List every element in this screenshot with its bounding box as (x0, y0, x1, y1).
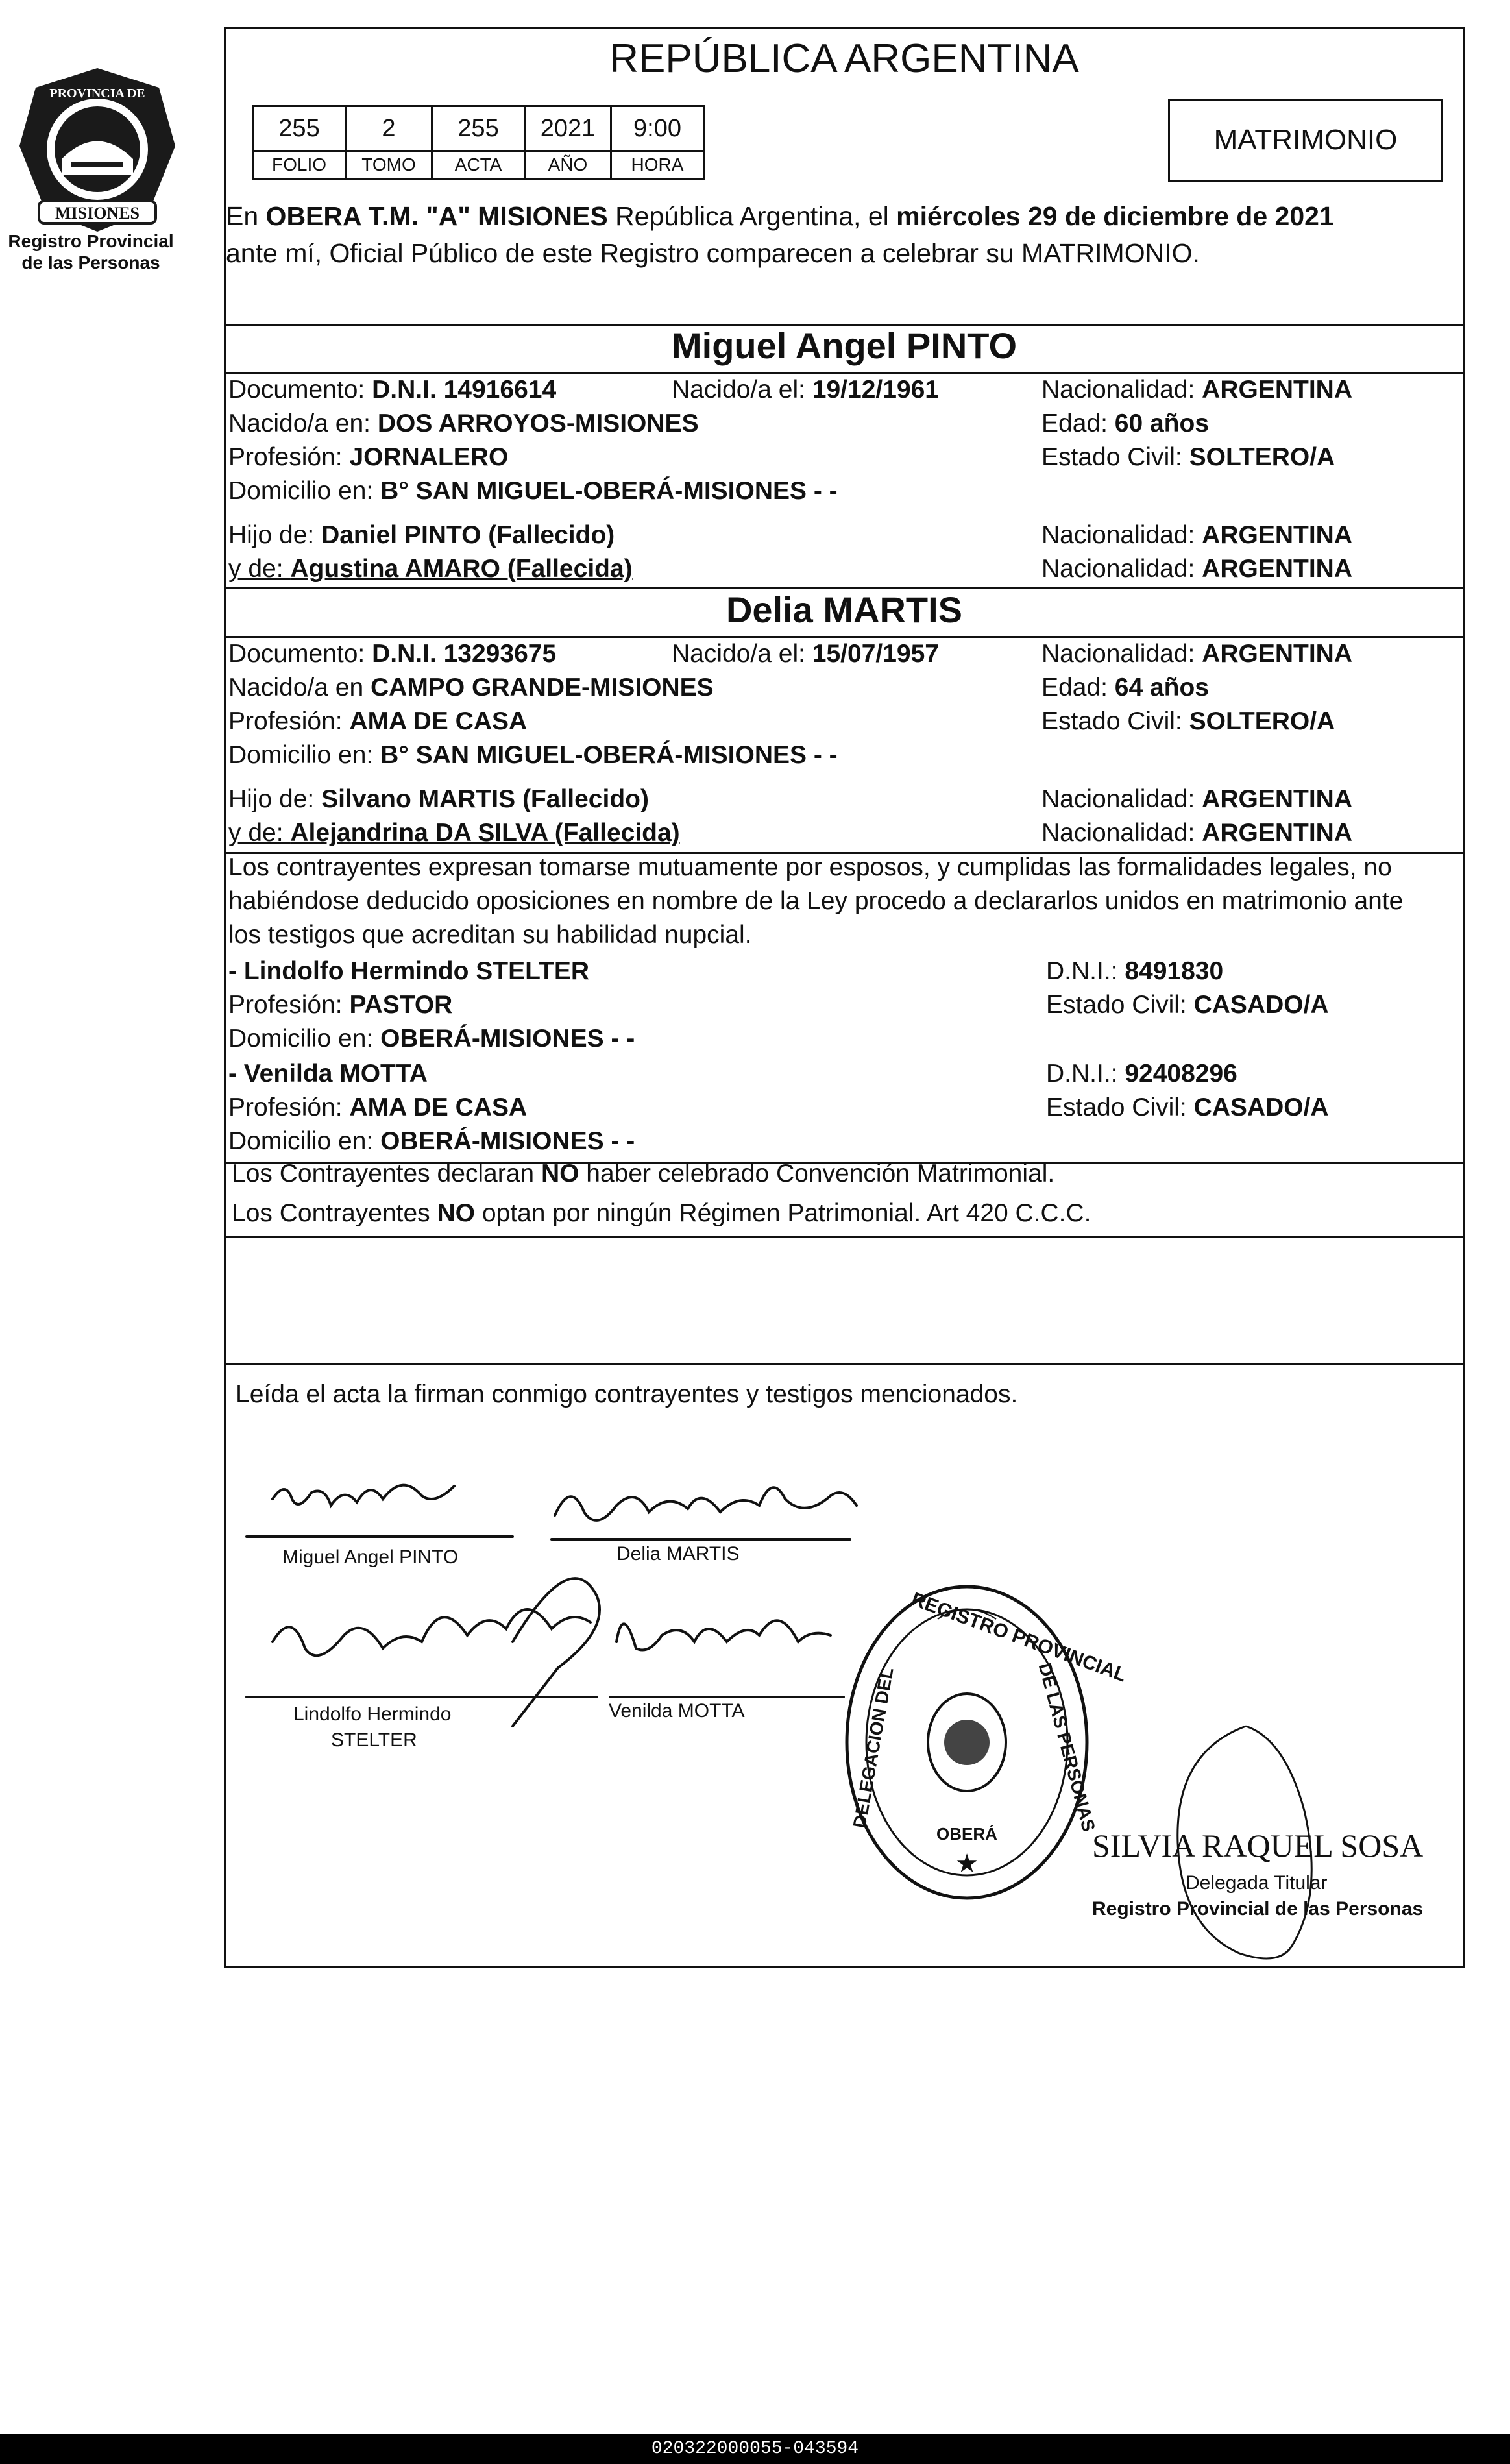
spouse2-nationality: Nacionalidad: ARGENTINA (1041, 640, 1353, 668)
sig-label-spouse2: Delia MARTIS (616, 1543, 740, 1565)
spouse2-birthdate: Nacido/a el: 15/07/1957 (672, 640, 939, 668)
spouse1-documento: Documento: D.N.I. 14916614 (228, 376, 557, 404)
divider (226, 372, 1463, 374)
sig-label-spouse1: Miguel Angel PINTO (282, 1546, 459, 1568)
divider (226, 1363, 1463, 1365)
sig-label-witness1-line2: STELTER (331, 1729, 417, 1751)
spouse1-nationality: Nacionalidad: ARGENTINA (1041, 376, 1353, 404)
witness1-dni: D.N.I.: 8491830 (1046, 957, 1224, 985)
declaration-line1: Los contrayentes expresan tomarse mutuamente por esposos, y cumplidas las formalidades legales, no (228, 853, 1392, 881)
hora-value: 9:00 (611, 106, 704, 151)
witness2-civil-status: Estado Civil: CASADO/A (1046, 1093, 1329, 1121)
divider (226, 1236, 1463, 1238)
spouse2-documento: Documento: D.N.I. 13293675 (228, 640, 557, 668)
spouse2-father-nationality: Nacionalidad: ARGENTINA (1041, 785, 1353, 813)
svg-text:PROVINCIA DE: PROVINCIA DE (49, 86, 145, 101)
witness2-dni: D.N.I.: 92408296 (1046, 1060, 1237, 1088)
spouse1-name: Miguel Angel PINTO (671, 325, 1017, 366)
convention-line1: Los Contrayentes declaran NO haber celebrado Convención Matrimonial. (232, 1160, 1055, 1188)
spouse2-mother-nationality: Nacionalidad: ARGENTINA (1041, 819, 1353, 847)
witness2-name: - Venilda MOTTA (228, 1060, 428, 1088)
logo-banner-text: MISIONES (55, 204, 140, 223)
spouse1-birthdate: Nacido/a el: 19/12/1961 (672, 376, 939, 404)
spouse1-age: Edad: 60 años (1041, 409, 1210, 437)
spouse1-profession: Profesión: JORNALERO (228, 443, 509, 471)
spouse1-civil-status: Estado Civil: SOLTERO/A (1041, 443, 1335, 471)
seal-right-text: DE LAS PERSONAS (1034, 1661, 1099, 1834)
declaration-line2: habiéndose deducido oposiciones en nombre de la Ley procedo a declararlos unidos en matrimonio ante (228, 887, 1404, 915)
barcode-footer: 020322000055-043594 (0, 2434, 1510, 2464)
spouse1-father-nationality: Nacionalidad: ARGENTINA (1041, 521, 1353, 549)
spouse2-profession: Profesión: AMA DE CASA (228, 707, 528, 735)
spouse2-address: Domicilio en: B° SAN MIGUEL-OBERÁ-MISIONES - - (228, 741, 838, 769)
convention-line2: Los Contrayentes NO optan por ningún Régimen Patrimonial. Art 420 C.C.C. (232, 1199, 1091, 1227)
seal-top-text: REGISTRO PROVINCIAL (908, 1588, 1130, 1687)
witness2-address: Domicilio en: OBERÁ-MISIONES - - (228, 1127, 635, 1155)
hora-label: HORA (611, 151, 704, 179)
spouse2-name: Delia MARTIS (725, 589, 963, 630)
registry-seal (840, 1580, 1130, 1905)
witness1-address: Domicilio en: OBERÁ-MISIONES - - (228, 1025, 635, 1053)
official-role: Delegada Titular (1186, 1872, 1328, 1894)
tomo-label: TOMO (346, 151, 432, 179)
closing-text: Leída el acta la firman conmigo contrayentes y testigos mencionados. (236, 1380, 1018, 1408)
spouse2-civil-status: Estado Civil: SOLTERO/A (1041, 707, 1335, 735)
seal-bottom-text: OBERÁ (936, 1824, 997, 1844)
spouse1-mother: y de: Agustina AMARO (Fallecida) (228, 555, 633, 583)
registry-label: Registro Provincial de las Personas (8, 231, 174, 273)
sig-label-witness1-line1: Lindolfo Hermindo (293, 1703, 452, 1725)
official-name: SILVIA RAQUEL SOSA (1092, 1827, 1424, 1864)
folio-label: FOLIO (253, 151, 346, 179)
witness1-civil-status: Estado Civil: CASADO/A (1046, 991, 1329, 1019)
spouse2-mother: y de: Alejandrina DA SILVA (Fallecida) (228, 819, 680, 847)
seal-left-text: DELEGACION DEL (849, 1666, 897, 1830)
acta-label: ACTA (432, 151, 525, 179)
official-office: Registro Provincial de las Personas (1092, 1898, 1424, 1920)
witness1-profession: Profesión: PASTOR (228, 991, 453, 1019)
spouse2-age: Edad: 64 años (1041, 674, 1210, 701)
spouse2-father: Hijo de: Silvano MARTIS (Fallecido) (228, 785, 649, 813)
tomo-value: 2 (346, 106, 432, 151)
svg-text:★: ★ (955, 1849, 979, 1878)
witness1-name: - Lindolfo Hermindo STELTER (228, 957, 590, 985)
sig-label-witness2: Venilda MOTTA (609, 1700, 745, 1722)
spouse1-mother-nationality: Nacionalidad: ARGENTINA (1041, 555, 1353, 583)
ano-value: 2021 (525, 106, 611, 151)
folio-value: 255 (253, 106, 346, 151)
divider (226, 636, 1463, 638)
intro-paragraph: En OBERA T.M. "A" MISIONES República Argentina, el miércoles 29 de diciembre de 2021 ante mí, Oficial Público de este Registro comparecen a celebrar su MATRIMONIO. (226, 201, 1334, 268)
ano-label: AÑO (525, 151, 611, 179)
spouse1-address: Domicilio en: B° SAN MIGUEL-OBERÁ-MISIONES - - (228, 477, 838, 505)
acta-value: 255 (432, 106, 525, 151)
acta-info-table (252, 105, 705, 180)
declaration-line3: los testigos que acreditan su habilidad nupcial. (228, 921, 752, 949)
spouse1-birthplace: Nacido/a en: DOS ARROYOS-MISIONES (228, 409, 699, 437)
spouse1-father: Hijo de: Daniel PINTO (Fallecido) (228, 521, 615, 549)
witness2-profession: Profesión: AMA DE CASA (228, 1093, 528, 1121)
spouse2-birthplace: Nacido/a en CAMPO GRANDE-MISIONES (228, 674, 714, 701)
page-title: REPÚBLICA ARGENTINA (609, 36, 1079, 81)
document-type-box: MATRIMONIO (1168, 99, 1443, 182)
